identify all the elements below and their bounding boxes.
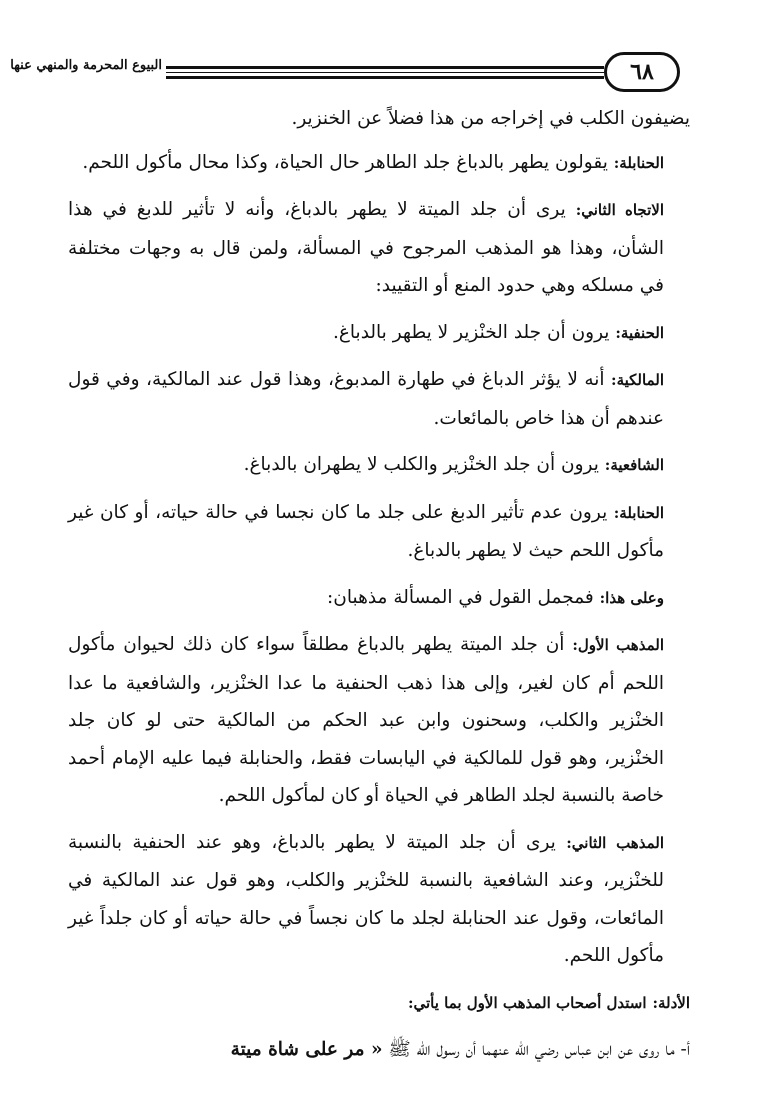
paragraph-text: فمجمل القول في المسألة مذهبان: xyxy=(327,586,594,608)
paragraph xyxy=(68,446,690,485)
paragraph-text: أن جلد الميتة يطهر بالدباغ مطلقاً سواء كان ذلك لحيوان مأكول اللحم أم كان لغير، وإلى هذا ذهب الحنفية ما عدا الخنْزير، والشافعية ما عدا الخنْزير والكلب، وسحنون وابن عبد الحكم من المالكية حتى لو كان جلد الخنْزير، وهو قول للمالكية في اليابسات فقط، والحنابلة فيما عليه الإمام أحمد خاصة بالنسبة لجلد الطاهر في الحياة أو كان لمأكول اللحم. xyxy=(68,634,664,806)
paragraph-text: يرون أن جلد الخنْزير والكلب لا يطهران بالدباغ. xyxy=(243,454,599,475)
paragraph-lead: المذهب الثاني: xyxy=(566,833,664,852)
paragraph-lead: الاتجاه الثاني: xyxy=(575,201,665,219)
paragraph-text: يقولون يطهر بالدباغ جلد الطاهر حال الحياة، وكذا محال مأكول اللحم. xyxy=(82,151,608,173)
paragraph xyxy=(68,361,690,437)
paragraph-lead: الشافعية: xyxy=(604,456,664,474)
paragraph-text: يرون أن جلد الخنْزير لا يطهر بالدباغ. xyxy=(332,321,610,343)
paragraph xyxy=(68,314,690,353)
paragraph-lead: الحنابلة: xyxy=(613,153,664,172)
paragraph xyxy=(68,494,690,570)
header-rule xyxy=(166,66,604,69)
paragraph-lead: الحنفية: xyxy=(615,323,664,342)
paragraph-text: يرون عدم تأثير الدبغ على جلد ما كان نجسا في حالة حياته، أو كان غير مأكول اللحم حيث لا يطهر بالدباغ. xyxy=(68,501,664,561)
paragraph-text: أنه لا يؤثر الدباغ في طهارة المدبوغ، وهذا قول عند المالكية، وفي قول عندهم أن هذا خاص بالمائعات. xyxy=(68,369,664,429)
paragraph xyxy=(68,984,690,1023)
paragraph-lead: المذهب الأول: xyxy=(572,636,664,654)
paragraph xyxy=(68,1031,690,1069)
page-body xyxy=(68,100,690,1078)
paragraph-text: يرى أن جلد الميتة لا يطهر بالدباغ، وهو عند الحنفية بالنسبة للخنْزير، وعند الشافعية بالنسبة للخنْزير والكلب، وهو قول عند المالكية في المائعات، وقول عند الحنابلة لجلد ما كان نجساً في حالة حياته أو كان جلداً غير مأكول اللحم. xyxy=(68,831,664,966)
header-rule xyxy=(166,76,604,79)
paragraph xyxy=(68,626,690,815)
paragraph-lead: المالكية: xyxy=(611,371,664,389)
page-header xyxy=(0,0,758,100)
paragraph xyxy=(68,824,690,975)
paragraph-text: يضيفون الكلب في إخراجه من هذا فضلاً عن الخنزير. xyxy=(291,108,690,129)
paragraph xyxy=(68,144,690,183)
paragraph xyxy=(68,579,690,618)
paragraph-lead: الأدلة: xyxy=(652,993,690,1012)
header-rule xyxy=(166,72,604,73)
paragraph-lead: وعلى هذا: xyxy=(599,588,664,607)
running-title: البيوع المحرمة والمنهي عنها xyxy=(10,58,162,73)
paragraph-text: استدل أصحاب المذهب الأول بما يأتي: xyxy=(407,993,647,1012)
hadith-quote: « مر على شاة ميتة xyxy=(230,1039,383,1060)
paragraph-text: يرى أن جلد الميتة لا يطهر بالدباغ، وأنه لا تأثير للدبغ في هذا الشأن، وهذا هو المذهب المرجوح في المسألة، ولمن قال به وجهات مختلفة في مسلكه وهي حدود المنع أو التقييد: xyxy=(68,199,664,296)
paragraph xyxy=(68,100,690,138)
paragraph xyxy=(68,191,690,305)
paragraph-text: أ- ما روى عن ابن عباس رضي الله عنهما أن رسول الله ﷺ xyxy=(388,1039,690,1060)
paragraph-lead: الحنابلة: xyxy=(613,503,664,522)
page-number-badge: ٦٨ xyxy=(604,52,680,92)
